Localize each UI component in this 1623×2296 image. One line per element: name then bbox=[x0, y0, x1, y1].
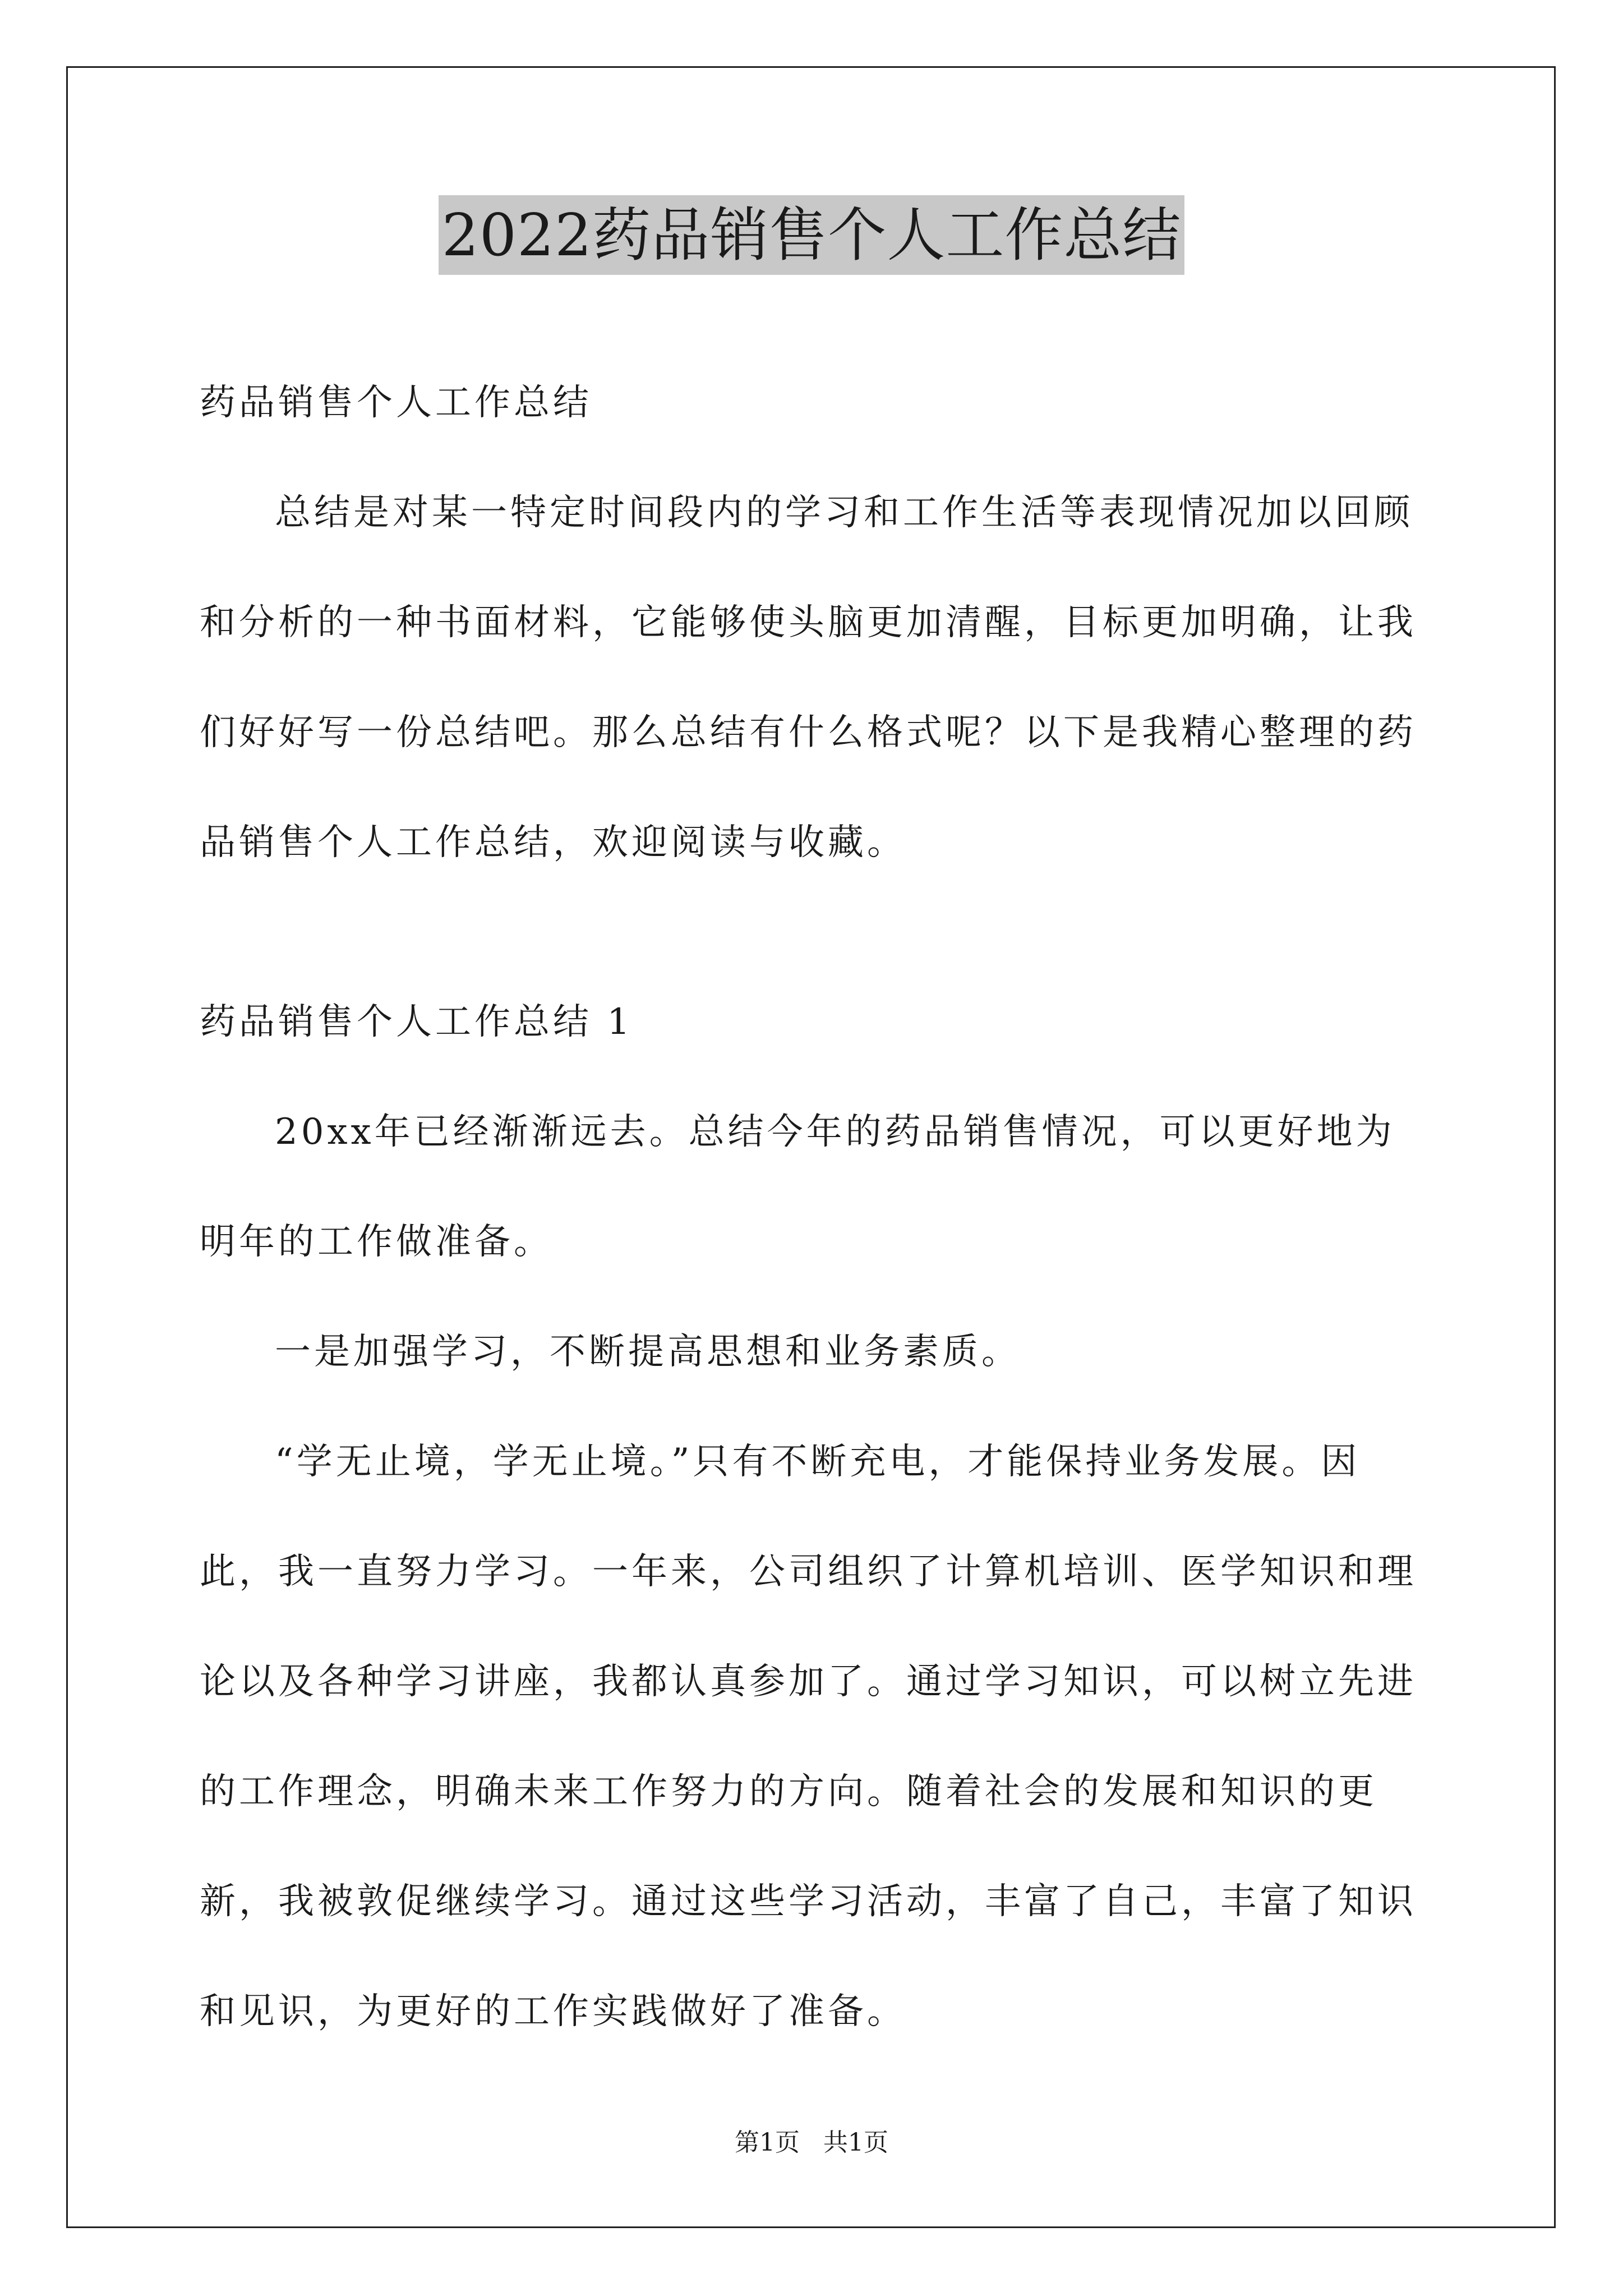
page-number-current: 第1页 bbox=[735, 2128, 800, 2157]
page-footer bbox=[0, 2126, 1623, 2160]
document-body bbox=[200, 348, 1428, 2067]
intro-paragraph: 总结是对某一特定时间段内的学习和工作生活等表现情况加以回顾和分析的一种书面材料，它能够使头脑更加清醒，目标更加明确，让我们好好写一份总结吧。那么总结有什么格式呢？以下是我精心整理的药品销售个人工作总结，欢迎阅读与收藏。 bbox=[200, 492, 1417, 863]
section1-paragraph-2: 一是加强学习，不断提高思想和业务素质。 bbox=[275, 1331, 1021, 1373]
intro-heading: 药品销售个人工作总结 bbox=[200, 382, 592, 424]
section-spacer bbox=[200, 898, 1428, 967]
section1-heading: 药品销售个人工作总结 1 bbox=[200, 1001, 634, 1043]
section1-paragraph-1: 20xx年已经渐渐远去。总结今年的药品销售情况，可以更好地为明年的工作做准备。 bbox=[200, 1111, 1395, 1263]
document-title: 2022药品销售个人工作总结 bbox=[439, 195, 1185, 275]
page-number-total: 共1页 bbox=[823, 2128, 888, 2157]
section1-paragraph-3: “学无止境，学无止境。”只有不断充电，才能保持业务发展。因此，我一直努力学习。一年来，公司组织了计算机培训、医学知识和理论以及各种学习讲座，我都认真参加了。通过学习知识，可以树立先进的工作理念，明确未来工作努力的方向。随着社会的发展和知识的更新，我被敦促继续学习。通过这些学习活动，丰富了自己，丰富了知识和见识，为更好的工作实践做好了准备。 bbox=[200, 1441, 1417, 2032]
title-container bbox=[0, 195, 1623, 275]
